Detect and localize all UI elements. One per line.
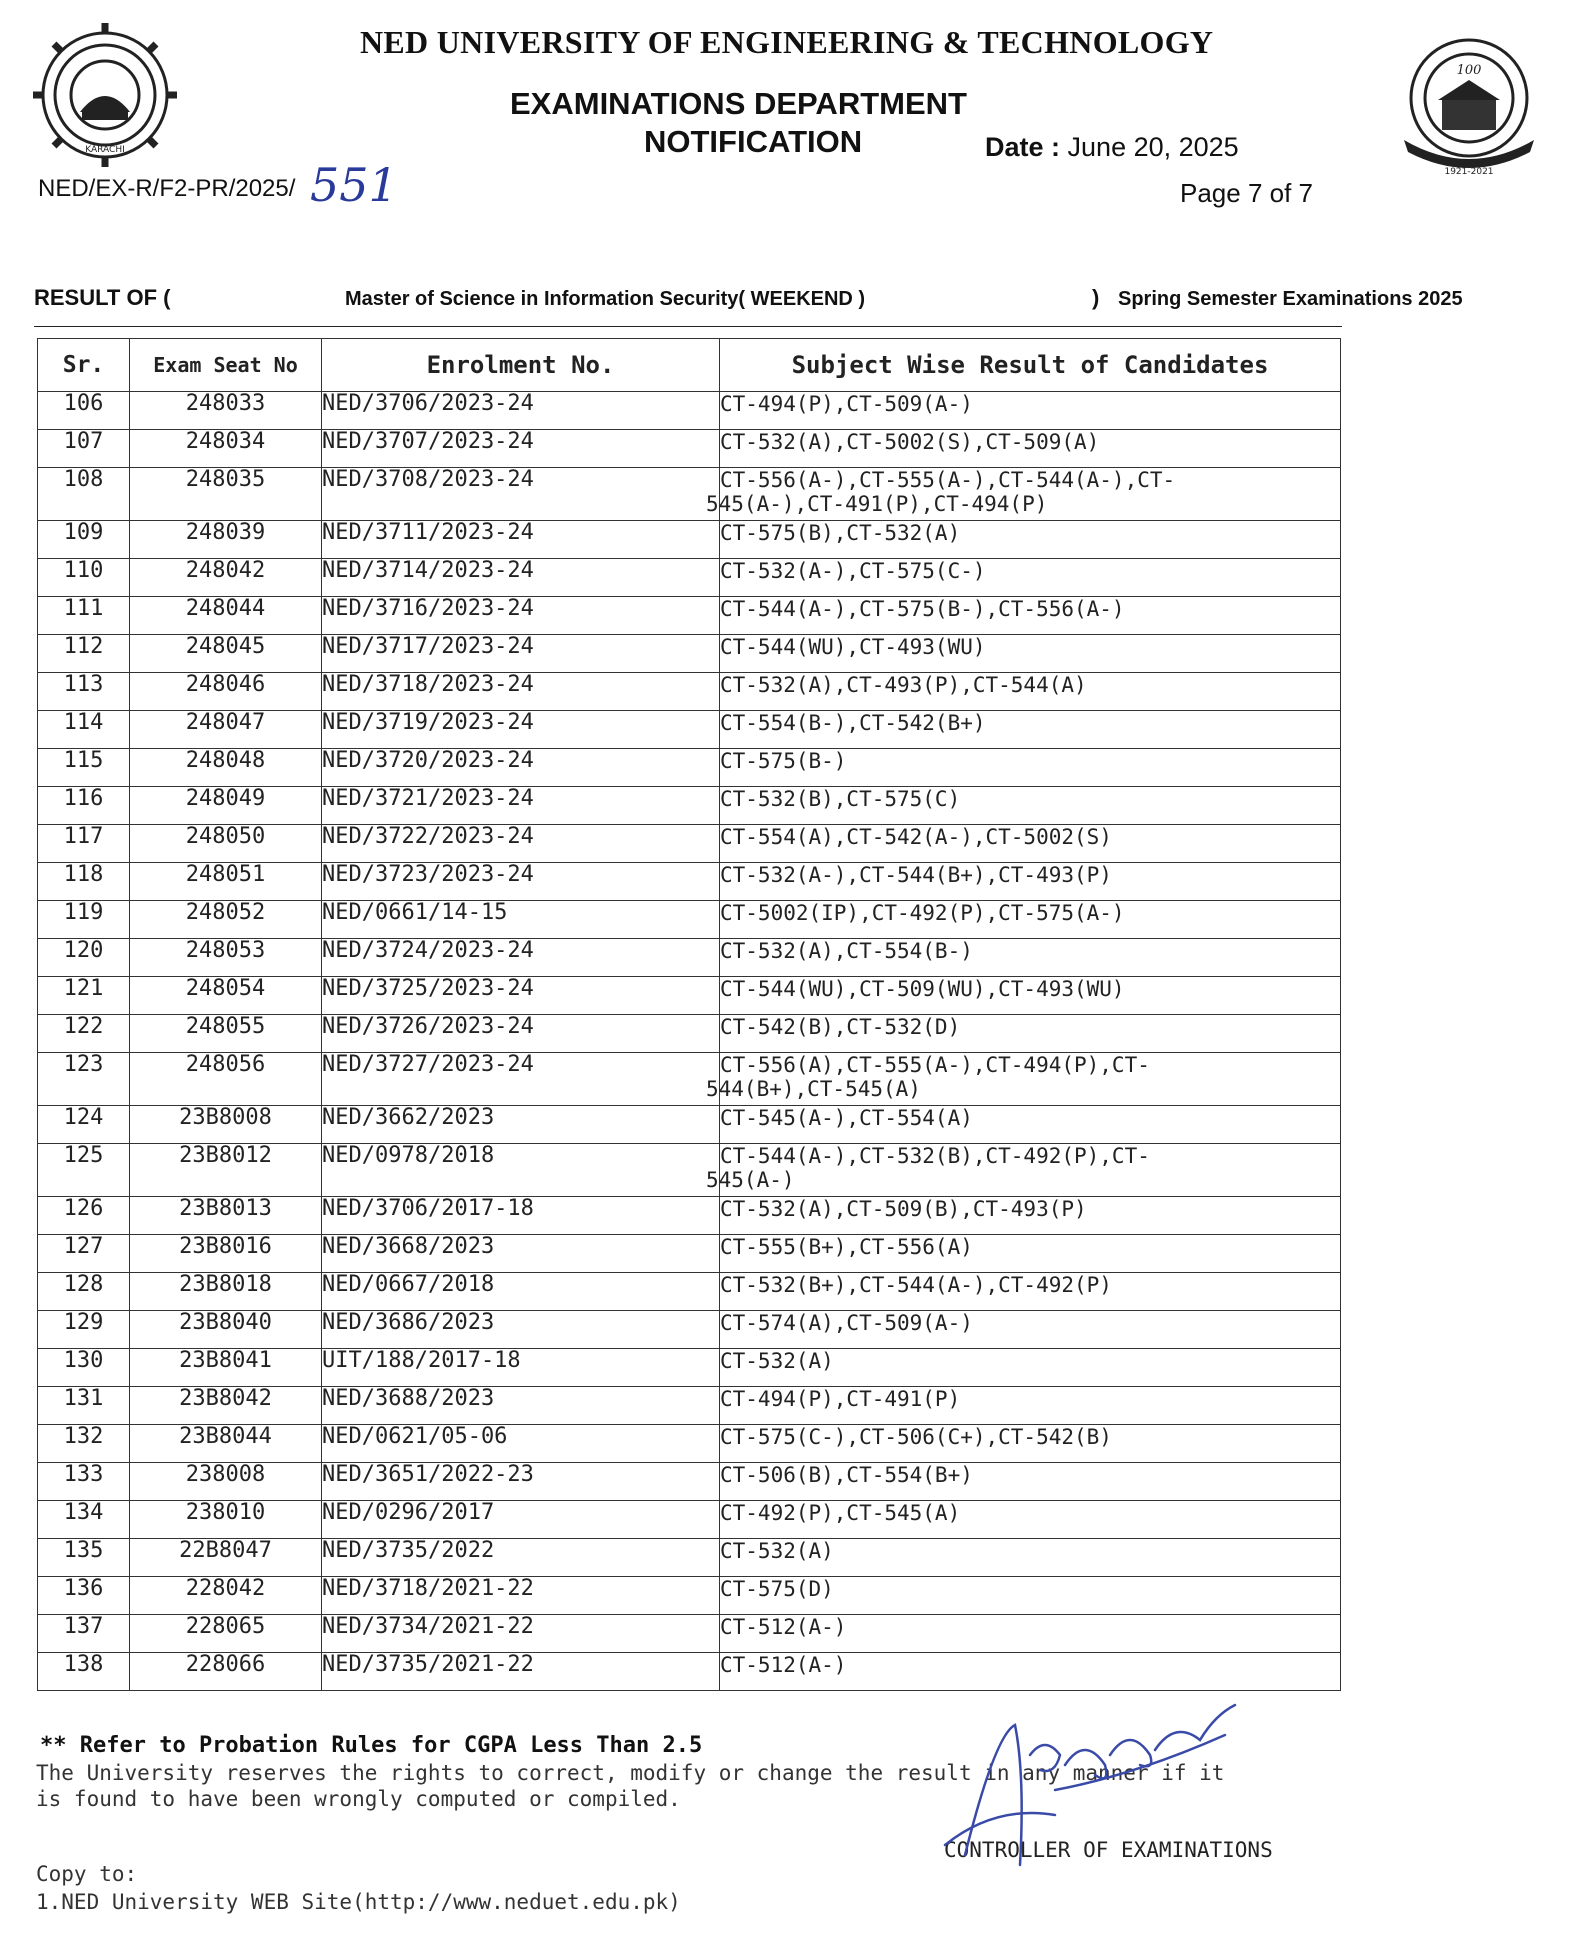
cell-sr: 130 [38, 1349, 130, 1387]
subject-results-line: CT-532(A) [720, 1539, 834, 1563]
subject-results-line: CT-554(B-),CT-542(B+) [720, 711, 986, 735]
cell-enrolment: NED/3716/2023-24 [322, 597, 720, 635]
cell-exam-seat: 248048 [130, 749, 322, 787]
cell-exam-seat: 248039 [130, 521, 322, 559]
cell-exam-seat: 248044 [130, 597, 322, 635]
cell-sr: 125 [38, 1144, 130, 1197]
table-row [38, 1273, 1341, 1311]
subject-results-line: CT-494(P),CT-509(A-) [720, 392, 973, 416]
cell-subject-results [720, 559, 1341, 597]
table-row [38, 430, 1341, 468]
subject-results-line: CT-556(A-),CT-555(A-),CT-544(A-),CT- [720, 468, 1176, 492]
cell-subject-results [720, 1235, 1341, 1273]
cell-enrolment: NED/3706/2017-18 [322, 1197, 720, 1235]
cell-enrolment: NED/3722/2023-24 [322, 825, 720, 863]
cell-subject-results [720, 1425, 1341, 1463]
subject-results-line: CT-532(A),CT-509(B),CT-493(P) [720, 1197, 1087, 1221]
cell-enrolment: NED/3726/2023-24 [322, 1015, 720, 1053]
subject-results-line: CT-544(A-),CT-575(B-),CT-556(A-) [720, 597, 1125, 621]
table-row [38, 1501, 1341, 1539]
cell-exam-seat: 248055 [130, 1015, 322, 1053]
cell-exam-seat: 23B8012 [130, 1144, 322, 1197]
cell-exam-seat: 248051 [130, 863, 322, 901]
subject-results-line: CT-532(A),CT-5002(S),CT-509(A) [720, 430, 1100, 454]
cell-exam-seat: 248047 [130, 711, 322, 749]
subject-results-line-continued: 545(A-),CT-491(P),CT-494(P) [706, 492, 1048, 516]
cell-subject-results [720, 825, 1341, 863]
cell-sr: 121 [38, 977, 130, 1015]
subject-results-line: CT-574(A),CT-509(A-) [720, 1311, 973, 1335]
table-row [38, 597, 1341, 635]
cell-subject-results [706, 468, 1341, 521]
cell-sr: 117 [38, 825, 130, 863]
cell-exam-seat: 22B8047 [130, 1539, 322, 1577]
cell-enrolment: NED/3720/2023-24 [322, 749, 720, 787]
cell-sr: 120 [38, 939, 130, 977]
cell-sr: 134 [38, 1501, 130, 1539]
cell-exam-seat: 23B8016 [130, 1235, 322, 1273]
table-row [38, 1015, 1341, 1053]
date-line [985, 132, 1239, 163]
cell-subject-results [720, 1311, 1341, 1349]
department-title: EXAMINATIONS DEPARTMENT [510, 86, 967, 121]
cell-subject-results [720, 1197, 1341, 1235]
subject-results-line: CT-575(B-) [720, 749, 847, 773]
cell-sr: 109 [38, 521, 130, 559]
cell-enrolment: NED/3668/2023 [322, 1235, 720, 1273]
cell-enrolment: NED/3734/2021-22 [322, 1615, 720, 1653]
cell-subject-results [720, 1615, 1341, 1653]
cell-exam-seat: 238010 [130, 1501, 322, 1539]
subject-results-line-continued: 545(A-) [706, 1168, 795, 1192]
table-row [38, 521, 1341, 559]
cell-exam-seat: 23B8042 [130, 1387, 322, 1425]
cell-sr: 128 [38, 1273, 130, 1311]
table-row [38, 787, 1341, 825]
cell-sr: 124 [38, 1106, 130, 1144]
table-row [38, 1235, 1341, 1273]
cell-enrolment: NED/3662/2023 [322, 1106, 720, 1144]
cell-sr: 116 [38, 787, 130, 825]
subject-results-line: CT-532(B+),CT-544(A-),CT-492(P) [720, 1273, 1112, 1297]
cell-enrolment: NED/3719/2023-24 [322, 711, 720, 749]
reference-handwritten-number: 551 [310, 158, 398, 212]
controller-title: CONTROLLER OF EXAMINATIONS [944, 1838, 1273, 1862]
cell-subject-results [720, 673, 1341, 711]
cell-sr: 111 [38, 597, 130, 635]
logo-right-years: 1921-2021 [1444, 167, 1494, 177]
table-row [38, 1387, 1341, 1425]
cell-enrolment: NED/3686/2023 [322, 1311, 720, 1349]
result-close-paren: ) [1092, 285, 1100, 310]
table-row [38, 1053, 1341, 1106]
subject-results-line: CT-544(WU),CT-493(WU) [720, 635, 986, 659]
cell-exam-seat: 248046 [130, 673, 322, 711]
table-row [38, 468, 1341, 521]
cell-subject-results [720, 1539, 1341, 1577]
ned-centenary-logo-right [1392, 28, 1547, 183]
copy-to-label: Copy to: [36, 1862, 138, 1886]
table-row [38, 1197, 1341, 1235]
subject-results-line: CT-494(P),CT-491(P) [720, 1387, 961, 1411]
table-row [38, 392, 1341, 430]
subject-results-line-continued: 544(B+),CT-545(A) [706, 1077, 921, 1101]
university-name: NED UNIVERSITY OF ENGINEERING & TECHNOLOGY [360, 24, 1214, 60]
cell-sr: 131 [38, 1387, 130, 1425]
table-row [38, 1349, 1341, 1387]
subject-results-line: CT-532(A) [720, 1349, 834, 1373]
table-header-row [38, 339, 1341, 392]
cell-exam-seat: 23B8044 [130, 1425, 322, 1463]
cell-enrolment: UIT/188/2017-18 [322, 1349, 720, 1387]
cell-sr: 132 [38, 1425, 130, 1463]
cell-enrolment: NED/3717/2023-24 [322, 635, 720, 673]
cell-exam-seat: 23B8008 [130, 1106, 322, 1144]
results-table [37, 338, 1341, 1691]
table-row [38, 635, 1341, 673]
cell-enrolment: NED/3688/2023 [322, 1387, 720, 1425]
cell-sr: 107 [38, 430, 130, 468]
cell-subject-results [720, 1387, 1341, 1425]
table-row [38, 1144, 1341, 1197]
cell-enrolment: NED/0296/2017 [322, 1501, 720, 1539]
cell-exam-seat: 248050 [130, 825, 322, 863]
cell-enrolment: NED/3723/2023-24 [322, 863, 720, 901]
cell-enrolment: NED/0978/2018 [322, 1144, 720, 1197]
logo-left-text: KARACHI [85, 145, 125, 155]
page-number: Page 7 of 7 [1180, 178, 1313, 208]
cell-subject-results [720, 1577, 1341, 1615]
cell-subject-results [720, 1106, 1341, 1144]
table-row [38, 863, 1341, 901]
cell-enrolment: NED/3718/2023-24 [322, 673, 720, 711]
cell-exam-seat: 248045 [130, 635, 322, 673]
table-row [38, 1311, 1341, 1349]
table-row [38, 1615, 1341, 1653]
table-row [38, 749, 1341, 787]
cell-exam-seat: 248042 [130, 559, 322, 597]
cell-sr: 135 [38, 1539, 130, 1577]
cell-subject-results [720, 1273, 1341, 1311]
notification-title: NOTIFICATION [644, 124, 863, 159]
cell-subject-results [720, 392, 1341, 430]
cell-sr: 133 [38, 1463, 130, 1501]
cell-subject-results [720, 1015, 1341, 1053]
cell-exam-seat: 248035 [130, 468, 322, 521]
cell-exam-seat: 248053 [130, 939, 322, 977]
cell-enrolment: NED/3707/2023-24 [322, 430, 720, 468]
cell-subject-results [720, 1463, 1341, 1501]
cell-exam-seat: 23B8018 [130, 1273, 322, 1311]
cell-enrolment: NED/3651/2022-23 [322, 1463, 720, 1501]
cell-sr: 127 [38, 1235, 130, 1273]
controller-signature [935, 1695, 1265, 1895]
table-row [38, 939, 1341, 977]
subject-results-line: CT-544(A-),CT-532(B),CT-492(P),CT- [720, 1144, 1150, 1168]
date-value: June 20, 2025 [1067, 132, 1239, 162]
header-sr: Sr. [38, 339, 130, 392]
cell-subject-results [720, 1653, 1341, 1691]
reference-number: NED/EX-R/F2-PR/2025/ [38, 175, 296, 202]
table-row [38, 1463, 1341, 1501]
table-row [38, 711, 1341, 749]
subject-results-line: CT-542(B),CT-532(D) [720, 1015, 961, 1039]
cell-enrolment: NED/0661/14-15 [322, 901, 720, 939]
cell-sr: 123 [38, 1053, 130, 1106]
cell-exam-seat: 248034 [130, 430, 322, 468]
cell-subject-results [720, 749, 1341, 787]
cell-subject-results [720, 1501, 1341, 1539]
cell-sr: 122 [38, 1015, 130, 1053]
subject-results-line: CT-554(A),CT-542(A-),CT-5002(S) [720, 825, 1112, 849]
table-row [38, 977, 1341, 1015]
table-row [38, 825, 1341, 863]
cell-subject-results [720, 521, 1341, 559]
copy-to-item: 1.NED University WEB Site(http://www.neduet.edu.pk) [36, 1890, 681, 1914]
cell-exam-seat: 238008 [130, 1463, 322, 1501]
subject-results-line: CT-556(A),CT-555(A-),CT-494(P),CT- [720, 1053, 1150, 1077]
table-row [38, 1577, 1341, 1615]
table-row [38, 673, 1341, 711]
result-of-label: RESULT OF ( [34, 285, 171, 310]
cell-sr: 115 [38, 749, 130, 787]
table-row [38, 559, 1341, 597]
cell-sr: 112 [38, 635, 130, 673]
header-subject-results: Subject Wise Result of Candidates [720, 339, 1341, 392]
subject-results-line: CT-532(A),CT-554(B-) [720, 939, 973, 963]
cell-sr: 108 [38, 468, 130, 521]
cell-exam-seat: 23B8040 [130, 1311, 322, 1349]
table-body [38, 392, 1341, 1691]
subject-results-line: CT-575(C-),CT-506(C+),CT-542(B) [720, 1425, 1112, 1449]
logo-right-100: 100 [1456, 63, 1482, 78]
cell-sr: 114 [38, 711, 130, 749]
cell-subject-results [720, 430, 1341, 468]
cell-exam-seat: 228066 [130, 1653, 322, 1691]
cell-enrolment: NED/3708/2023-24 [322, 468, 720, 521]
cell-sr: 126 [38, 1197, 130, 1235]
table-row [38, 1539, 1341, 1577]
program-name: Master of Science in Information Security( WEEKEND ) [345, 288, 866, 310]
disclaimer-line-2: is found to have been wrongly computed or compiled. [36, 1787, 681, 1811]
subject-results-line: CT-532(B),CT-575(C) [720, 787, 961, 811]
cell-exam-seat: 248056 [130, 1053, 322, 1106]
subject-results-line: CT-492(P),CT-545(A) [720, 1501, 961, 1525]
cell-enrolment: NED/3721/2023-24 [322, 787, 720, 825]
probation-note: ** Refer to Probation Rules for CGPA Less Than 2.5 [40, 1733, 703, 1758]
cell-sr: 137 [38, 1615, 130, 1653]
cell-exam-seat: 228042 [130, 1577, 322, 1615]
ned-logo-left [30, 20, 180, 170]
cell-sr: 110 [38, 559, 130, 597]
subject-results-line: CT-575(D) [720, 1577, 834, 1601]
cell-subject-results [720, 901, 1341, 939]
disclaimer-line-1: The University reserves the rights to correct, modify or change the result in any manner if it [36, 1761, 1225, 1785]
cell-sr: 113 [38, 673, 130, 711]
cell-exam-seat: 23B8013 [130, 1197, 322, 1235]
table-row [38, 1425, 1341, 1463]
cell-subject-results [706, 1144, 1341, 1197]
cell-enrolment: NED/3718/2021-22 [322, 1577, 720, 1615]
cell-exam-seat: 228065 [130, 1615, 322, 1653]
cell-enrolment: NED/3714/2023-24 [322, 559, 720, 597]
header-exam-seat: Exam Seat No [130, 339, 322, 392]
cell-sr: 129 [38, 1311, 130, 1349]
table-row [38, 1106, 1341, 1144]
cell-enrolment: NED/3706/2023-24 [322, 392, 720, 430]
table-row [38, 901, 1341, 939]
cell-sr: 136 [38, 1577, 130, 1615]
subject-results-line: CT-545(A-),CT-554(A) [720, 1106, 973, 1130]
date-label: Date : [985, 132, 1061, 162]
cell-enrolment: NED/0621/05-06 [322, 1425, 720, 1463]
subject-results-line: CT-575(B),CT-532(A) [720, 521, 961, 545]
cell-subject-results [720, 939, 1341, 977]
cell-sr: 119 [38, 901, 130, 939]
subject-results-line: CT-5002(IP),CT-492(P),CT-575(A-) [720, 901, 1125, 925]
cell-exam-seat: 248054 [130, 977, 322, 1015]
cell-exam-seat: 248049 [130, 787, 322, 825]
subject-results-line: CT-555(B+),CT-556(A) [720, 1235, 973, 1259]
cell-enrolment: NED/3735/2022 [322, 1539, 720, 1577]
subject-results-line: CT-532(A),CT-493(P),CT-544(A) [720, 673, 1087, 697]
divider-line [34, 326, 1342, 327]
table-row [38, 1653, 1341, 1691]
cell-subject-results [720, 977, 1341, 1015]
cell-sr: 106 [38, 392, 130, 430]
cell-enrolment: NED/3735/2021-22 [322, 1653, 720, 1691]
header-enrolment: Enrolment No. [322, 339, 720, 392]
cell-subject-results [720, 635, 1341, 673]
cell-enrolment: NED/3725/2023-24 [322, 977, 720, 1015]
subject-results-line: CT-532(A-),CT-575(C-) [720, 559, 986, 583]
cell-subject-results [720, 711, 1341, 749]
cell-sr: 118 [38, 863, 130, 901]
cell-exam-seat: 248052 [130, 901, 322, 939]
cell-exam-seat: 23B8041 [130, 1349, 322, 1387]
subject-results-line: CT-532(A-),CT-544(B+),CT-493(P) [720, 863, 1112, 887]
subject-results-line: CT-512(A-) [720, 1653, 847, 1677]
cell-subject-results [720, 787, 1341, 825]
cell-subject-results [720, 597, 1341, 635]
subject-results-line: CT-512(A-) [720, 1615, 847, 1639]
subject-results-line: CT-506(B),CT-554(B+) [720, 1463, 973, 1487]
cell-enrolment: NED/3727/2023-24 [322, 1053, 720, 1106]
cell-subject-results [720, 1349, 1341, 1387]
cell-enrolment: NED/0667/2018 [322, 1273, 720, 1311]
semester-name: Spring Semester Examinations 2025 [1118, 288, 1463, 310]
cell-enrolment: NED/3724/2023-24 [322, 939, 720, 977]
cell-subject-results [706, 1053, 1341, 1106]
cell-sr: 138 [38, 1653, 130, 1691]
cell-exam-seat: 248033 [130, 392, 322, 430]
cell-subject-results [720, 863, 1341, 901]
subject-results-line: CT-544(WU),CT-509(WU),CT-493(WU) [720, 977, 1125, 1001]
cell-enrolment: NED/3711/2023-24 [322, 521, 720, 559]
